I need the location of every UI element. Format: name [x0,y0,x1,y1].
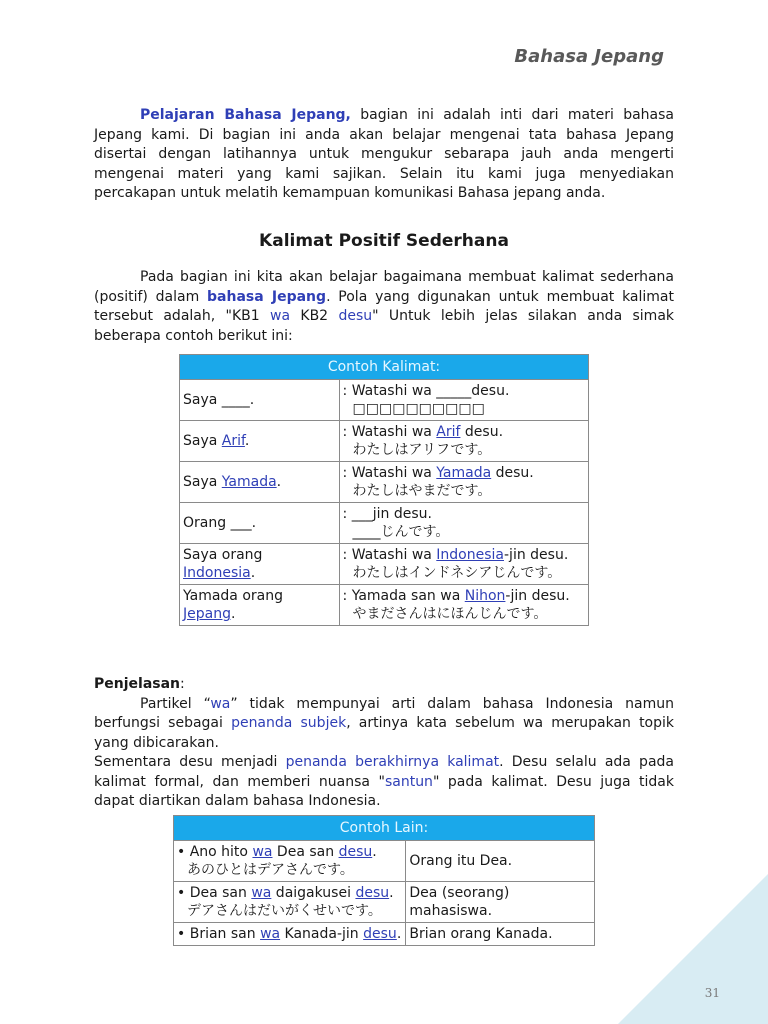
table-row [180,462,589,503]
romaji-text: : Watashi wa [342,465,437,481]
desu-link[interactable]: desu [355,885,390,901]
cell-text: Saya [183,474,222,490]
highlight-penanda-akhir: penanda berakhirnya kalimat [285,754,500,770]
romaji-text: . [396,926,402,942]
example-indonesian [180,503,340,544]
penjelasan-text-4: Sementara desu menjadi [94,754,286,770]
penjelasan-paragraph [94,675,674,812]
kana-text: ____じんです。 [352,524,450,540]
highlight-wa-2: wa [210,695,231,712]
penjelasan-text-2: ” tidak mempunyai arti dalam bahasa Indonesia namun berfungsi sebagai [94,695,674,731]
example-indonesian [180,585,340,626]
romaji-text: daigakusei [271,885,356,901]
kana-text: わたしはアリフです。 [352,442,492,458]
other-example-table-body [174,841,595,946]
cell-text: Saya ____. [183,392,255,408]
cell-text: . [244,433,250,449]
romaji-text: -jin desu. [504,547,569,563]
word-link[interactable]: Indonesia [183,565,251,581]
table-row [174,923,595,946]
desu-link[interactable]: desu [338,844,373,860]
table-row [180,503,589,544]
romaji-text: . [389,885,394,901]
table-row [180,380,589,421]
highlight-penanda-subjek: penanda subjek [231,715,347,731]
romaji-text: • Ano hito [177,844,253,860]
other-example-japanese [174,841,406,882]
kana-text: わたしはやまだです。 [352,483,492,499]
page-number: 31 [704,986,720,1000]
wa-link[interactable]: wa [252,844,273,860]
cell-text: Orang ___. [183,515,257,531]
desu-link[interactable]: desu [363,926,397,942]
other-example-japanese [174,882,406,923]
cell-text: Yamada orang [183,588,283,604]
section-text-1: Pada bagian ini kita akan belajar bagaimana membuat kalimat sederhana (positif) dalam [94,269,674,305]
wa-link[interactable]: wa [251,885,272,901]
highlight-desu: desu [338,308,373,324]
example-table [179,354,589,626]
table-row [180,544,589,585]
romaji-text: : Watashi wa [342,424,437,440]
penjelasan-colon: : [180,676,185,692]
example-table-header: Contoh Kalimat: [180,355,589,380]
example-indonesian [180,462,340,503]
example-japanese [339,380,588,421]
penjelasan-text-6: " pada kalimat. Desu juga tidak dapat diartikan dalam bahasa Indonesia. [94,773,674,809]
word-link[interactable]: Jepang [183,606,231,622]
kana-text: □□□□□□□□□□ [352,401,485,417]
page-header-title: Bahasa Jepang [514,46,664,67]
other-example-table [173,815,595,946]
romaji-text: . [372,844,377,860]
table-row [180,585,589,626]
penjelasan-text-5: . Desu selalu ada pada kalimat formal, dan memberi nuansa " [94,754,674,790]
penjelasan-text-3: , artinya kata sebelum wa merupakan topik yang dibicarakan. [94,715,675,751]
romaji-text: : Watashi wa [342,547,437,563]
intro-lead: Pelajaran Bahasa Jepang, [140,107,351,123]
table-row [180,421,589,462]
section-text-2: . Pola yang digunakan untuk membuat kalimat tersebut adalah, "KB1 [94,288,674,324]
romaji-text: • Dea san [177,885,252,901]
word-link[interactable]: Arif [221,433,245,449]
kana-text: わたしはインドネシアじんです。 [352,565,562,581]
cell-text: . [230,606,236,622]
section-paragraph [94,268,674,346]
intro-paragraph [94,106,674,204]
cell-text: . [250,565,256,581]
section-text-3: KB2 [290,308,339,324]
kana-text: やまださんはにほんじんです。 [352,606,548,622]
other-example-translation: Orang itu Dea. [406,841,595,882]
corner-decoration [618,874,768,1024]
cell-text: . [276,474,282,490]
other-example-translation: Dea (seorang) mahasiswa. [406,882,595,923]
kana-text: あのひとはデアさんです。 [187,862,354,878]
kana-text: デアさんはだいがくせいです。 [187,903,382,919]
cell-text: Saya orang [183,547,263,563]
romaji-text: • Brian san [177,926,261,942]
table-row [174,882,595,923]
romaji-text: -jin desu. [505,588,570,604]
romaji-text: : Yamada san wa [342,588,465,604]
intro-text: bagian ini adalah inti dari materi bahasa Jepang kami. Di bagian ini anda akan belajar mengenai tata bahasa Jepang disertai dengan latihannya untuk mengukur sebarapa jauh anda mengerti mengenai materi yang kami sajikan. Selain itu kami juga menyediakan percakapan untuk melatih kemampuan komunikasi Bahasa jepang anda. [94,107,674,201]
example-japanese [339,503,588,544]
other-example-translation: Brian orang Kanada. [406,923,595,946]
example-japanese [339,421,588,462]
table-row [174,841,595,882]
example-japanese [339,544,588,585]
romaji-text: : Watashi wa _____desu. [342,383,510,399]
example-japanese [339,462,588,503]
example-indonesian [180,421,340,462]
example-table-body [180,380,589,626]
romaji-text: Kanada-jin [280,926,364,942]
example-indonesian [180,544,340,585]
wa-link[interactable]: wa [260,926,281,942]
example-indonesian [180,380,340,421]
penjelasan-text-1: Partikel “ [140,695,211,712]
romaji-text: Dea san [272,844,339,860]
other-example-table-header: Contoh Lain: [174,816,595,841]
romaji-text: desu. [491,465,534,481]
word-link[interactable]: Yamada [221,474,277,490]
cell-text: Saya [183,433,222,449]
penjelasan-label: Penjelasan [94,676,181,692]
highlight-santun: santun [384,773,433,790]
word-link[interactable]: Arif [436,424,461,440]
romaji-text: desu. [460,424,504,440]
highlight-wa: wa [270,308,291,324]
word-link[interactable]: Yamada [436,465,492,481]
example-japanese [339,585,588,626]
other-example-japanese [174,923,406,946]
section-text-4: " Untuk lebih jelas silakan anda simak beberapa contoh berikut ini: [94,308,675,344]
word-link[interactable]: Indonesia [436,547,504,563]
section-title: Kalimat Positif Sederhana [259,231,509,251]
word-link[interactable]: Nihon [464,588,506,604]
romaji-text: : ___jin desu. [342,506,432,522]
highlight-bahasa-jepang: bahasa Jepang [207,288,327,305]
